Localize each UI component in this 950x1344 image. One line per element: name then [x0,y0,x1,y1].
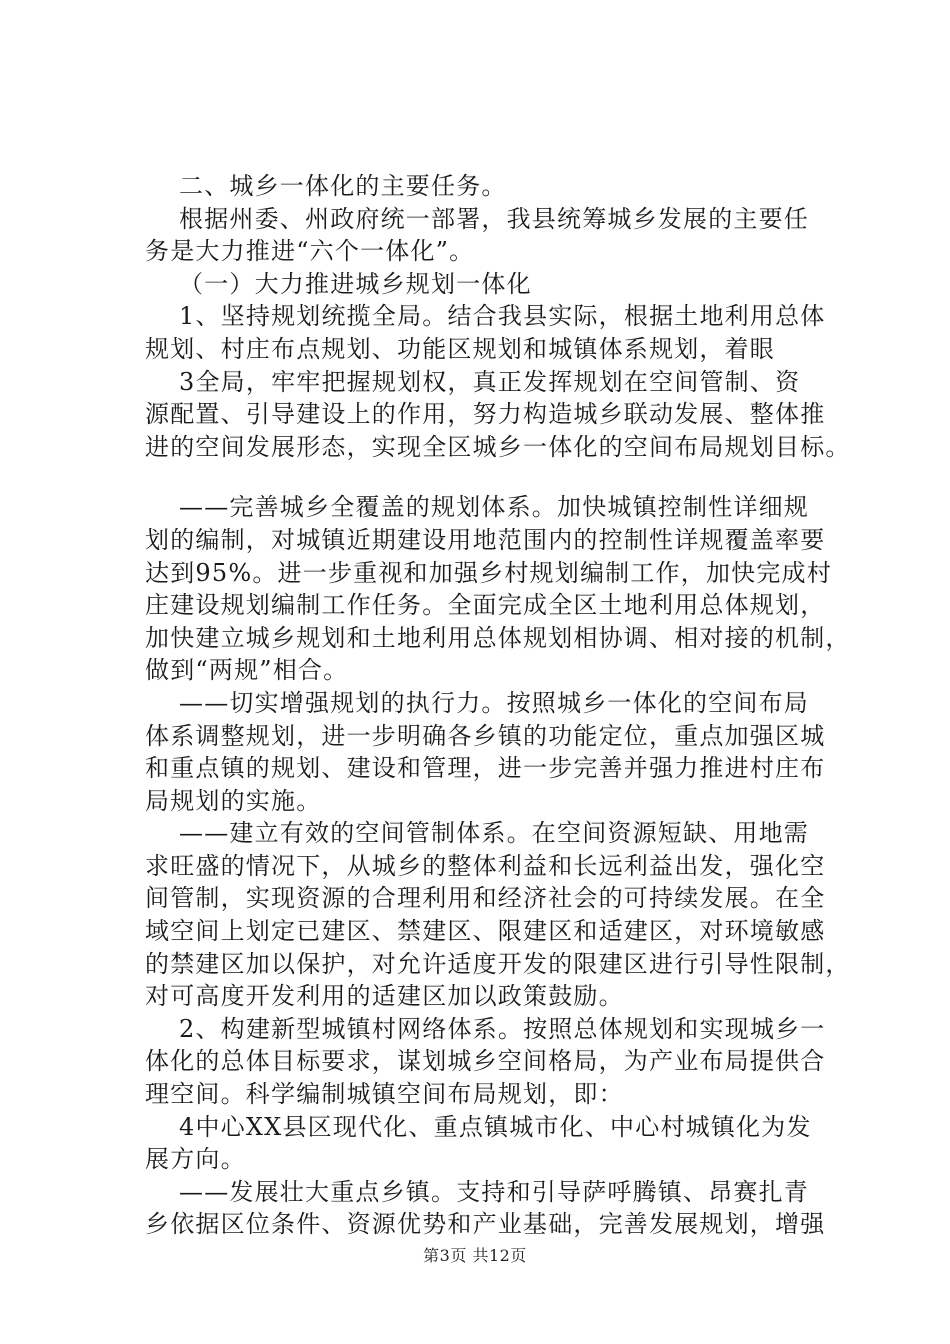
text-line: 源配置、引导建设上的作用，努力构造城乡联动发展、整体推 [145,400,826,429]
text-line: 4中心XX县区现代化、重点镇城市化、中心村城镇化为发 [179,1112,812,1141]
text-line: 求旺盛的情况下，从城乡的整体利益和长远利益出发，强化空 [145,851,826,880]
text-line: 体系调整规划，进一步明确各乡镇的功能定位，重点加强区城 [145,721,826,750]
text-line: 达到95%。进一步重视和加强乡村规划编制工作，加快完成村 [145,558,832,587]
text-line: 加快建立城乡规划和土地利用总体规划相协调、相对接的机制， [145,623,851,652]
text-line: 二、城乡一体化的主要任务。 [179,172,507,200]
text-line: ——完善城乡全覆盖的规划体系。加快城镇控制性详细规 [179,493,809,522]
text-line: （一）大力推进城乡规划一体化 [179,269,532,298]
text-line: 展方向。 [145,1145,246,1174]
text-line: 划的编制，对城镇近期建设用地范围内的控制性详规覆盖率要 [145,525,826,554]
paragraph-gap [145,463,835,491]
text-line: 2、构建新型城镇村网络体系。按照总体规划和实现城乡一 [179,1014,826,1043]
text-line: 做到“两规”相合。 [145,656,349,685]
text-line: 乡依据区位条件、资源优势和产业基础，完善发展规划，增强 [145,1210,826,1239]
text-line: 1、坚持规划统揽全局。结合我县实际，根据土地利用总体 [179,302,826,331]
text-line: 局规划的实施。 [145,786,322,815]
text-line: 进的空间发展形态，实现全区城乡一体化的空间布局规划目标。 [145,432,851,461]
text-line: 间管制，实现资源的合理利用和经济社会的可持续发展。在全 [145,884,826,913]
text-line: ——建立有效的空间管制体系。在空间资源短缺、用地需 [179,819,809,848]
text-line: 对可高度开发利用的适建区加以政策鼓励。 [145,982,624,1011]
text-line: ——发展壮大重点乡镇。支持和引导萨呼腾镇、昂赛扎青 [179,1177,809,1206]
document-body [145,170,851,1241]
text-line: 务是大力推进“六个一体化”。 [145,237,475,266]
text-line: 的禁建区加以保护，对允许适度开发的限建区进行引导性限制， [145,949,851,978]
text-line: 规划、村庄布点规划、功能区规划和城镇体系规划，着眼 [145,334,775,363]
page-footer: 第3页 共12页 [423,1246,527,1265]
text-line: 3全局，牢牢把握规划权，真正发挥规划在空间管制、资 [179,367,801,396]
text-line: 体化的总体目标要求，谋划城乡空间格局，为产业布局提供合 [145,1047,826,1076]
text-line: 和重点镇的规划、建设和管理，进一步完善并强力推进村庄布 [145,754,826,783]
text-line: ——切实增强规划的执行力。按照城乡一体化的空间布局 [179,688,809,717]
text-line: 庄建设规划编制工作任务。全面完成全区土地利用总体规划， [145,591,826,620]
text-line: 域空间上划定已建区、禁建区、限建区和适建区，对环境敏感 [145,917,826,946]
text-line: 理空间。科学编制城镇空间布局规划，即： [145,1080,624,1109]
text-line: 根据州委、州政府统一部署，我县统筹城乡发展的主要任 [179,204,809,233]
